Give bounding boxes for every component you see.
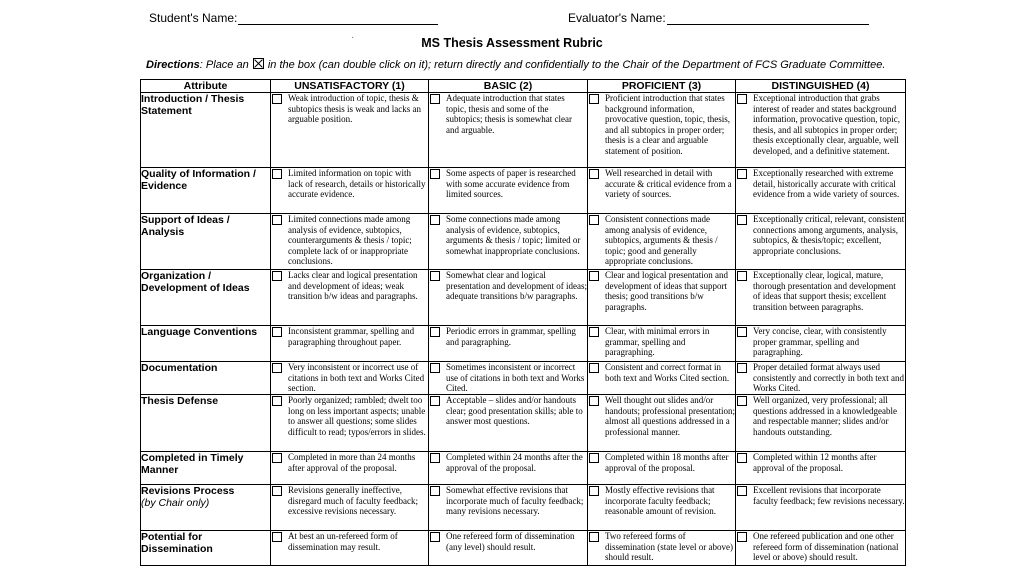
rubric-cell-proficient <box>588 93 736 168</box>
attribute-label: Support of Ideas / Analysis <box>141 214 230 238</box>
checkbox-icon[interactable] <box>272 453 282 463</box>
attribute-label: Completed in Timely Manner <box>141 452 244 476</box>
criterion-text: Proficient introduction that states background information, provocative question, topic, thesis, and all subtopics in proper order; thesis is a clear and arguable statement of position. <box>605 93 730 156</box>
criterion-text: Clear and logical presentation and development of ideas that support thesis; good transitions b/w paragraphs. <box>605 270 728 312</box>
rubric-cell-proficient <box>588 485 736 531</box>
rubric-cell-basic <box>429 531 588 566</box>
checkbox-icon[interactable] <box>272 486 282 496</box>
criterion-text: Exceptionally critical, relevant, consistent connections among arguments, analysis, subtopics, & thesis/topic; excellent, appropriate conclusions. <box>753 214 905 256</box>
rubric-cell-proficient <box>588 326 736 362</box>
checkbox-icon[interactable] <box>430 486 440 496</box>
table-row <box>141 168 906 214</box>
criterion-text: Exceptionally clear, logical, mature, thorough presentation and development of ideas that support thesis; excellent transition between paragraphs. <box>753 270 896 312</box>
criterion-text: Acceptable – slides and/or handouts clear; good presentation skills; able to answer most questions. <box>446 395 583 427</box>
criterion-text: Poorly organized; rambled; dwelt too long on less important aspects; unable to answer all questions; some slides difficult to read; typos/errors in slides. <box>288 395 426 437</box>
rubric-cell-distinguished <box>736 531 906 566</box>
cursor-dot: · <box>351 32 355 43</box>
attribute-note: (by Chair only) <box>141 497 210 509</box>
checkbox-icon[interactable] <box>589 327 599 337</box>
criterion-text: Proper detailed format always used consistently and correctly in both text and Works Cited. <box>753 362 904 394</box>
rubric-cell-basic <box>429 362 588 395</box>
checkbox-icon[interactable] <box>589 532 599 542</box>
rubric-cell-unsatisfactory <box>271 214 429 270</box>
table-row <box>141 93 906 168</box>
criterion-text: Completed within 12 months after approval of the proposal. <box>753 452 877 473</box>
page-title: MS Thesis Assessment Rubric <box>421 36 603 50</box>
rubric-cell-proficient <box>588 270 736 326</box>
table-row <box>141 362 906 395</box>
checked-box-icon <box>253 58 264 69</box>
table-row <box>141 326 906 362</box>
table-row <box>141 485 906 531</box>
evaluator-name-field[interactable] <box>568 11 869 25</box>
evaluator-name-blank[interactable] <box>667 12 869 25</box>
checkbox-icon[interactable] <box>589 486 599 496</box>
checkbox-icon[interactable] <box>272 532 282 542</box>
rubric-cell-basic <box>429 93 588 168</box>
attribute-label: Language Conventions <box>141 326 258 338</box>
criterion-text: Periodic errors in grammar, spelling and paragraphing. <box>446 326 576 347</box>
criterion-text: Some aspects of paper is researched with some accurate evidence from limited sources. <box>446 168 576 200</box>
criterion-text: Weak introduction of topic, thesis & subtopics thesis is weak and lacks an arguable position. <box>288 93 421 125</box>
student-name-field[interactable] <box>149 11 438 25</box>
checkbox-icon[interactable] <box>430 94 440 104</box>
checkbox-icon[interactable] <box>737 169 747 179</box>
checkbox-icon[interactable] <box>272 327 282 337</box>
attribute-cell <box>141 168 271 214</box>
checkbox-icon[interactable] <box>737 363 747 373</box>
criterion-text: Excellent revisions that incorporate faculty feedback; few revisions necessary. <box>753 485 905 506</box>
col-header-basic: BASIC (2) <box>429 80 588 93</box>
criterion-text: One refereed publication and one other refereed form of dissemination (national level or above) should result. <box>753 531 899 563</box>
attribute-cell <box>141 362 271 395</box>
rubric-cell-distinguished <box>736 326 906 362</box>
rubric-cell-unsatisfactory <box>271 362 429 395</box>
checkbox-icon[interactable] <box>272 94 282 104</box>
criterion-text: Limited information on topic with lack of research, details or historically accurate evidence. <box>288 168 426 200</box>
checkbox-icon[interactable] <box>737 327 747 337</box>
rubric-cell-unsatisfactory <box>271 168 429 214</box>
rubric-cell-distinguished <box>736 452 906 485</box>
directions <box>146 58 885 71</box>
rubric-cell-basic <box>429 452 588 485</box>
attribute-cell <box>141 93 271 168</box>
criterion-text: Some connections made among analysis of evidence, subtopics, arguments & thesis / topic; limited or somewhat inappropriate conclusions. <box>446 214 581 256</box>
criterion-text: Mostly effective revisions that incorporate faculty feedback; reasonable amount of revision. <box>605 485 716 517</box>
criterion-text: Lacks clear and logical presentation and development of ideas; weak transition b/w ideas and paragraphs. <box>288 270 418 302</box>
rubric-cell-unsatisfactory <box>271 270 429 326</box>
checkbox-icon[interactable] <box>589 363 599 373</box>
criterion-text: Well organized, very professional; all questions addressed in a knowledgeable and respectable manner; slides and/or handouts outstanding. <box>753 395 897 437</box>
student-name-blank[interactable] <box>238 12 438 25</box>
rubric-cell-basic <box>429 214 588 270</box>
criterion-text: Somewhat clear and logical presentation and development of ideas; adequate transitions b/w paragraphs. <box>446 270 587 302</box>
directions-label: Directions <box>146 59 200 71</box>
attribute-label: Organization / Development of Ideas <box>141 270 250 294</box>
col-header-proficient: PROFICIENT (3) <box>588 80 736 93</box>
checkbox-icon[interactable] <box>272 271 282 281</box>
header-row <box>141 80 906 93</box>
checkbox-icon[interactable] <box>430 271 440 281</box>
evaluator-name-label: Evaluator's Name: <box>568 11 666 25</box>
criterion-text: Adequate introduction that states topic, thesis and some of the subtopics; thesis is somewhat clear and arguable. <box>446 93 572 135</box>
criterion-text: Sometimes inconsistent or incorrect use of citations in both text and Works Cited. <box>446 362 585 394</box>
checkbox-icon[interactable] <box>272 396 282 406</box>
checkbox-icon[interactable] <box>430 169 440 179</box>
attribute-label: Introduction / Thesis Statement <box>141 93 245 117</box>
checkbox-icon[interactable] <box>737 532 747 542</box>
table-row <box>141 395 906 452</box>
rubric-cell-unsatisfactory <box>271 93 429 168</box>
rubric-cell-unsatisfactory <box>271 395 429 452</box>
rubric-cell-distinguished <box>736 485 906 531</box>
table-row <box>141 531 906 566</box>
criterion-text: At best an un-refereed form of dissemination may result. <box>288 531 398 552</box>
rubric-cell-unsatisfactory <box>271 531 429 566</box>
rubric-cell-unsatisfactory <box>271 452 429 485</box>
criterion-text: Very inconsistent or incorrect use of citations in both text and Works Cited section. <box>288 362 425 394</box>
rubric-table <box>140 79 906 566</box>
directions-pre: : Place an <box>199 59 249 71</box>
checkbox-icon[interactable] <box>737 94 747 104</box>
attribute-label: Quality of Information / Evidence <box>141 168 256 192</box>
rubric-cell-unsatisfactory <box>271 485 429 531</box>
criterion-text: Exceptionally researched with extreme detail, historically accurate with critical evidence from a wide variety of sources. <box>753 168 900 200</box>
checkbox-icon[interactable] <box>737 453 747 463</box>
criterion-text: Revisions generally ineffective, disregard much of faculty feedback; excessive revisions necessary. <box>288 485 418 517</box>
attribute-cell <box>141 485 271 531</box>
checkbox-icon[interactable] <box>737 271 747 281</box>
attribute-label: Thesis Defense <box>141 395 219 407</box>
checkbox-icon[interactable] <box>737 396 747 406</box>
criterion-text: Somewhat effective revisions that incorporate much of faculty feedback; many revisions necessary. <box>446 485 584 517</box>
directions-post: in the box (can double click on it); return directly and confidentially to the Chair of the Department of FCS Graduate Committee. <box>267 59 886 71</box>
rubric-cell-basic <box>429 395 588 452</box>
student-name-label: Student's Name: <box>149 11 238 25</box>
criterion-text: Exceptional introduction that grabs interest of reader and states background information, provocative question, topic, thesis, and all subtopics in proper order; thesis exceptionally clear, arguable, well developed, and a definitive statement. <box>753 93 900 156</box>
criterion-text: Clear, with minimal errors in grammar, spelling and paragraphing. <box>605 326 710 358</box>
rubric-cell-distinguished <box>736 214 906 270</box>
rubric-cell-proficient <box>588 168 736 214</box>
checkbox-icon[interactable] <box>589 169 599 179</box>
rubric-cell-proficient <box>588 531 736 566</box>
attribute-cell <box>141 326 271 362</box>
table-row <box>141 270 906 326</box>
rubric-cell-unsatisfactory <box>271 326 429 362</box>
attribute-cell <box>141 270 271 326</box>
col-header-unsatisfactory: UNSATISFACTORY (1) <box>271 80 429 93</box>
criterion-text: Completed within 18 months after approval of the proposal. <box>605 452 729 473</box>
rubric-cell-distinguished <box>736 93 906 168</box>
checkbox-icon[interactable] <box>589 215 599 225</box>
checkbox-icon[interactable] <box>430 215 440 225</box>
rubric-cell-proficient <box>588 452 736 485</box>
rubric-cell-distinguished <box>736 168 906 214</box>
checkbox-icon[interactable] <box>430 363 440 373</box>
checkbox-icon[interactable] <box>737 215 747 225</box>
table-row <box>141 452 906 485</box>
checkbox-icon[interactable] <box>589 396 599 406</box>
criterion-text: Well thought out slides and/or handouts; professional presentation; almost all questions addressed in a professional manner. <box>605 395 735 437</box>
rubric-cell-basic <box>429 168 588 214</box>
checkbox-icon[interactable] <box>430 453 440 463</box>
rubric-cell-basic <box>429 270 588 326</box>
col-header-attribute: Attribute <box>141 80 271 93</box>
attribute-cell <box>141 452 271 485</box>
checkbox-icon[interactable] <box>272 169 282 179</box>
rubric-cell-proficient <box>588 214 736 270</box>
checkbox-icon[interactable] <box>589 271 599 281</box>
criterion-text: Consistent connections made among analysis of evidence, subtopics, arguments & thesis / topic; good and generally appropriate conclusions. <box>605 214 718 267</box>
criterion-text: Limited connections made among analysis of evidence, subtopics, counterarguments & thesis / topic; complete lack of or inappropriate conclusions. <box>288 214 412 267</box>
attribute-label: Revisions Process <box>141 485 235 497</box>
criterion-text: Inconsistent grammar, spelling and paragraphing throughout paper. <box>288 326 415 347</box>
criterion-text: One refereed form of dissemination (any level) should result. <box>446 531 575 552</box>
rubric-cell-distinguished <box>736 395 906 452</box>
checkbox-icon[interactable] <box>589 94 599 104</box>
checkbox-icon[interactable] <box>272 215 282 225</box>
criterion-text: Completed within 24 months after the approval of the proposal. <box>446 452 583 473</box>
attribute-cell <box>141 531 271 566</box>
rubric-cell-distinguished <box>736 362 906 395</box>
criterion-text: Well researched in detail with accurate & critical evidence from a variety of sources. <box>605 168 732 200</box>
rubric-cell-proficient <box>588 395 736 452</box>
criterion-text: Consistent and correct format in both text and Works Cited section. <box>605 362 730 383</box>
attribute-cell <box>141 214 271 270</box>
checkbox-icon[interactable] <box>272 363 282 373</box>
criterion-text: Very concise, clear, with consistently proper grammar, spelling and paragraphing. <box>753 326 887 358</box>
col-header-distinguished: DISTINGUISHED (4) <box>736 80 906 93</box>
rubric-body <box>141 93 906 566</box>
criterion-text: Completed in more than 24 months after approval of the proposal. <box>288 452 416 473</box>
attribute-label: Documentation <box>141 362 218 374</box>
attribute-cell <box>141 395 271 452</box>
attribute-label: Potential for Dissemination <box>141 531 213 555</box>
checkbox-icon[interactable] <box>430 532 440 542</box>
table-row <box>141 214 906 270</box>
rubric-cell-basic <box>429 485 588 531</box>
rubric-cell-proficient <box>588 362 736 395</box>
checkbox-icon[interactable] <box>737 486 747 496</box>
checkbox-icon[interactable] <box>589 453 599 463</box>
checkbox-icon[interactable] <box>430 396 440 406</box>
rubric-cell-basic <box>429 326 588 362</box>
checkbox-icon[interactable] <box>430 327 440 337</box>
rubric-cell-distinguished <box>736 270 906 326</box>
criterion-text: Two refereed forms of dissemination (state level or above) should result. <box>605 531 733 563</box>
